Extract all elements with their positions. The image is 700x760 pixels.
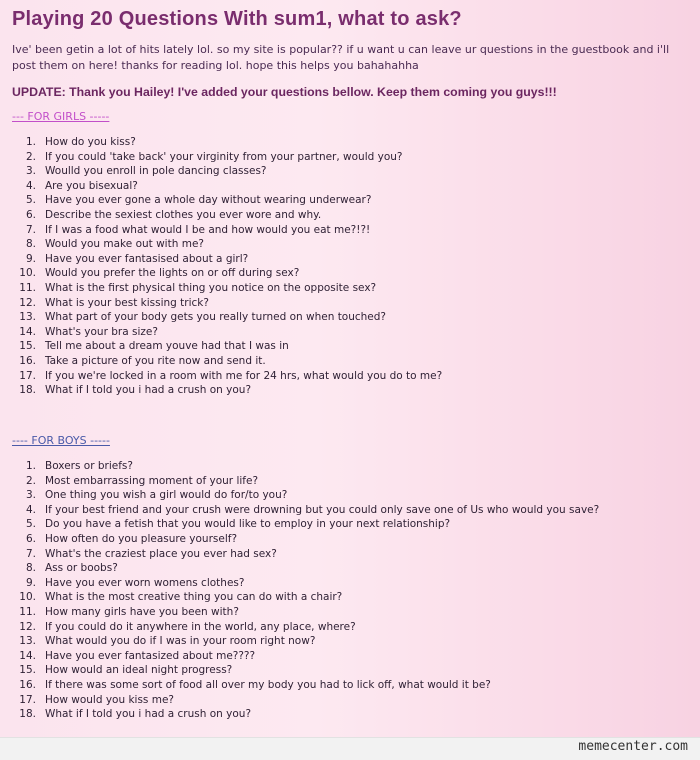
question-text: Take a picture of you rite now and send it. (45, 354, 266, 367)
question-text: How often do you pleasure yourself? (45, 532, 238, 545)
girls-question-item (0, 179, 442, 194)
question-text: What if I told you i had a crush on you? (45, 708, 252, 721)
girls-question-item (0, 193, 442, 208)
question-text: Tell me about a dream youve had that I was in (45, 340, 289, 353)
question-number: 15. (19, 340, 36, 353)
boys-question-item (0, 663, 599, 678)
boys-question-list (0, 459, 599, 722)
question-text: What if I told you i had a crush on you? (45, 384, 252, 397)
question-number: 11. (19, 605, 36, 618)
question-text: Woulld you enroll in pole dancing classes? (45, 165, 267, 178)
question-number: 7. (25, 547, 36, 560)
girls-question-item (0, 223, 442, 238)
question-text: How do you kiss? (45, 136, 136, 148)
question-text: How would an ideal night progress? (45, 664, 233, 677)
question-text: How many girls have you been with? (45, 605, 239, 618)
boys-question-item (0, 547, 599, 562)
question-number: 9. (25, 576, 36, 589)
question-text: If your best friend and your crush were drowning but you could only save one of Us who would you save? (45, 503, 600, 516)
question-text: Boxers or briefs? (45, 460, 133, 472)
question-number: 2. (25, 150, 36, 163)
boys-question-item (0, 707, 599, 722)
question-number: 14. (19, 325, 36, 338)
boys-question-item (0, 459, 599, 474)
question-number: 2. (25, 474, 36, 487)
question-number: 12. (19, 620, 36, 633)
boys-question-item (0, 620, 599, 635)
question-number: 8. (25, 238, 36, 251)
question-number: 10. (19, 267, 36, 280)
question-number: 13. (19, 635, 36, 648)
girls-question-item (0, 266, 442, 281)
question-number: 18. (19, 708, 36, 721)
girls-question-item (0, 354, 442, 369)
question-text: If there was some sort of food all over my body you had to lick off, what would it be? (45, 678, 491, 691)
question-number: 8. (25, 562, 36, 575)
question-number: 4. (25, 179, 36, 192)
boys-question-item (0, 590, 599, 605)
question-number: 12. (19, 296, 36, 309)
question-number: 6. (25, 532, 36, 545)
question-number: 17. (19, 369, 36, 382)
girls-question-item (0, 135, 442, 150)
girls-question-item (0, 150, 442, 165)
question-text: Ass or boobs? (45, 562, 118, 575)
question-number: 11. (19, 281, 36, 294)
boys-question-item (0, 561, 599, 576)
question-text: If I was a food what would I be and how would you eat me?!?! (45, 223, 371, 236)
question-number: 10. (19, 591, 36, 604)
memecenter-watermark: memecenter.com (578, 739, 688, 754)
girls-question-item (0, 164, 442, 179)
question-text: What is your best kissing trick? (45, 296, 209, 309)
question-text: Have you ever worn womens clothes? (45, 576, 245, 589)
question-text: How would you kiss me? (45, 693, 174, 706)
question-number: 15. (19, 664, 36, 677)
intro-text: Ive' been getin a lot of hits lately lol. so my site is popular?? if u want u can leave ur questions in the guestbook and i'll post them on here! thanks for reading lol. hope this helps you bahahahha (12, 43, 670, 72)
update-notice: UPDATE: Thank you Hailey! I've added your questions bellow. Keep them coming you guys!!! (12, 85, 557, 99)
question-text: Are you bisexual? (45, 179, 138, 192)
question-text: What part of your body gets you really turned on when touched? (45, 311, 387, 324)
boys-question-item (0, 532, 599, 547)
question-number: 16. (19, 678, 36, 691)
question-text: If you could 'take back' your virginity from your partner, would you? (45, 150, 403, 163)
girls-question-item (0, 383, 442, 398)
boys-question-item (0, 634, 599, 649)
boys-question-item (0, 503, 599, 518)
girls-question-list (0, 135, 442, 398)
girls-question-item (0, 252, 442, 267)
girls-question-item (0, 325, 442, 340)
question-number: 17. (19, 693, 36, 706)
question-number: 1. (25, 136, 36, 148)
question-number: 7. (25, 223, 36, 236)
question-number: 14. (19, 649, 36, 662)
question-text: Have you ever gone a whole day without wearing underwear? (45, 194, 372, 207)
question-text: Describe the sexiest clothes you ever wore and why. (45, 208, 322, 221)
page-title: Playing 20 Questions With sum1, what to ask? (12, 8, 462, 30)
girls-question-item (0, 296, 442, 311)
question-number: 16. (19, 354, 36, 367)
boys-question-item (0, 488, 599, 503)
question-text: If you we're locked in a room with me for 24 hrs, what would you do to me? (45, 369, 443, 382)
question-number: 3. (25, 489, 36, 502)
question-text: If you could do it anywhere in the world, any place, where? (45, 620, 356, 633)
boys-question-item (0, 693, 599, 708)
question-number: 6. (25, 208, 36, 221)
girls-question-item (0, 237, 442, 252)
boys-question-item (0, 474, 599, 489)
boys-question-item (0, 576, 599, 591)
question-number: 4. (25, 503, 36, 516)
boys-question-item (0, 605, 599, 620)
question-text: One thing you wish a girl would do for/to you? (45, 489, 288, 502)
watermark-bar (0, 737, 700, 760)
question-number: 18. (19, 384, 36, 397)
question-text: Do you have a fetish that you would like to employ in your next relationship? (45, 518, 451, 531)
girls-question-item (0, 310, 442, 325)
question-number: 9. (25, 252, 36, 265)
question-number: 5. (25, 194, 36, 207)
question-text: What is the most creative thing you can do with a chair? (45, 591, 343, 604)
boys-question-item (0, 678, 599, 693)
boys-question-item (0, 517, 599, 532)
question-text: What would you do if I was in your room right now? (45, 635, 316, 648)
question-text: Have you ever fantasized about me???? (45, 649, 256, 662)
for-girls-link[interactable]: --- FOR GIRLS ----- (12, 110, 110, 123)
boys-question-item (0, 649, 599, 664)
question-number: 5. (25, 518, 36, 531)
for-boys-link[interactable]: ---- FOR BOYS ----- (12, 434, 110, 447)
girls-question-item (0, 339, 442, 354)
question-text: Most embarrassing moment of your life? (45, 474, 259, 487)
question-text: Would you make out with me? (45, 238, 204, 251)
girls-question-item (0, 208, 442, 223)
question-number: 13. (19, 311, 36, 324)
question-text: What is the first physical thing you notice on the opposite sex? (45, 281, 377, 294)
girls-question-item (0, 369, 442, 384)
question-text: Would you prefer the lights on or off during sex? (45, 267, 300, 280)
question-number: 1. (25, 460, 36, 472)
question-text: Have you ever fantasised about a girl? (45, 252, 249, 265)
question-text: What's the craziest place you ever had sex? (45, 547, 277, 560)
question-number: 3. (25, 165, 36, 178)
girls-question-item (0, 281, 442, 296)
question-text: What's your bra size? (45, 325, 158, 338)
